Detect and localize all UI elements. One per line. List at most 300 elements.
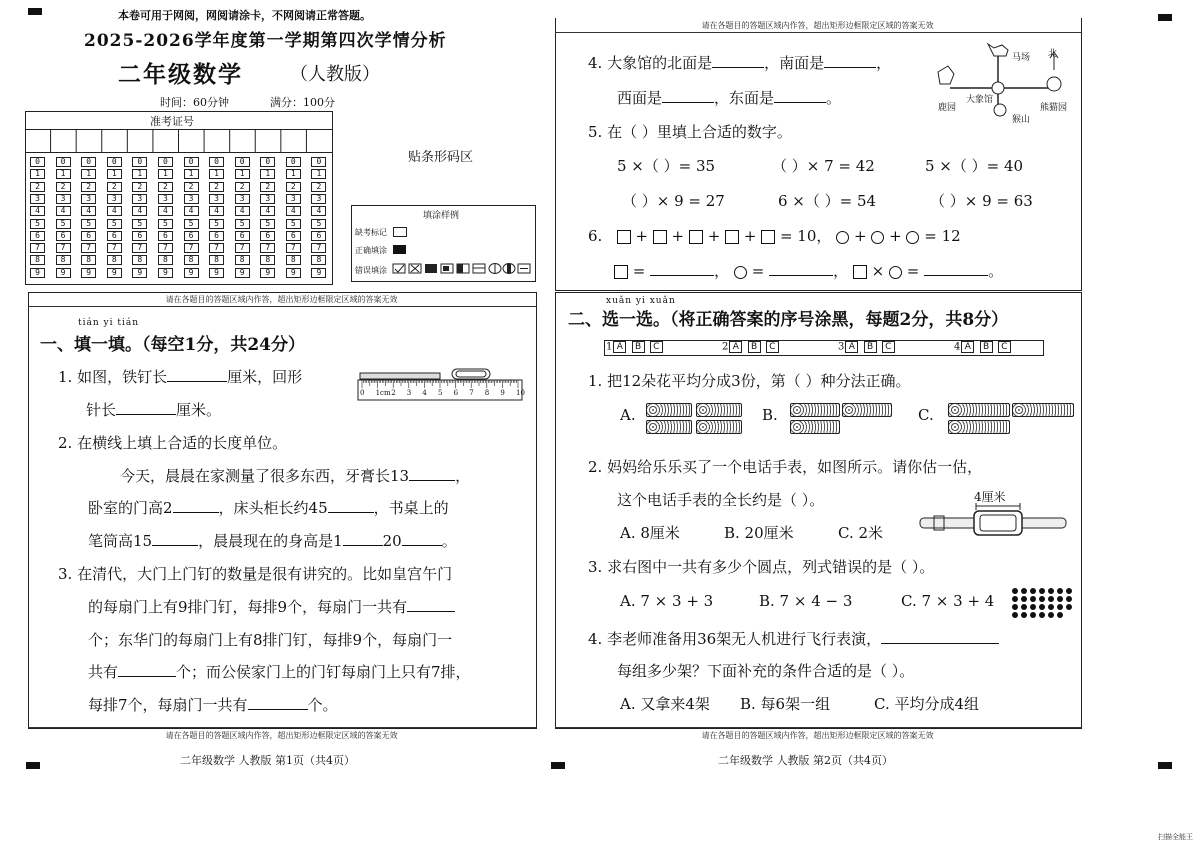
choice-group [838,341,896,353]
id-digit-bubble[interactable]: 2 [209,182,224,192]
section1-pinyin: tián yi tián [78,318,139,328]
id-digit-bubble[interactable]: 7 [286,243,301,253]
fill-sample-correct: 正确填涂 [355,246,387,255]
id-digit-bubble[interactable]: 1 [209,169,224,179]
c4-line1 [588,628,999,649]
choice-bubble-b[interactable]: B [632,341,645,353]
q5-r1-b[interactable]: （ ）× 7 = 42 [772,157,875,175]
phone-watch-figure [918,502,1070,538]
id-digit-bubble[interactable]: 6 [311,231,326,241]
id-digit-bubble[interactable]: 2 [107,182,122,192]
id-digit-bubble[interactable]: 4 [107,206,122,216]
id-digit-bubble[interactable]: 4 [209,206,224,216]
q3-text: 个。 [307,696,338,714]
q1-text-b: 厘米，回形 [227,368,303,386]
c2-option-c[interactable]: C. 2米 [838,524,884,542]
id-digit-bubble[interactable]: 3 [81,194,96,204]
q2-penholder-blank[interactable] [152,531,198,546]
barcode-area-label: 贴条形码区 [408,150,474,165]
id-digit-bubble[interactable]: 8 [30,255,45,265]
id-digit-bubble[interactable]: 5 [158,219,173,229]
circle-symbol [734,266,747,279]
q1-line2 [86,399,221,420]
flower-group [790,420,840,434]
q2-height-blank-1[interactable] [343,531,383,546]
section1-title: 一、填一填。（每空1分，共24分） [40,335,305,355]
dot [1039,604,1045,610]
q3-gonghou-blank[interactable] [248,695,308,710]
q6-eq-sign: = [751,262,765,280]
id-digit-bubble[interactable]: 2 [184,182,199,192]
map-deer: 鹿园 [938,103,957,113]
q3-wumen-blank[interactable] [407,597,455,612]
choice-bubble-b[interactable]: B [980,341,993,353]
q2-text: ，书桌上的 [373,499,449,517]
exam-id-bubble-grid [25,157,332,282]
id-digit-bubble[interactable]: 8 [260,255,275,265]
q4-south-blank[interactable] [824,53,876,68]
id-digit-bubble[interactable]: 7 [158,243,173,253]
choice-bubble-a[interactable]: A [961,341,974,353]
id-digit-bubble[interactable]: 7 [184,243,199,253]
c4-text: 4. 李老师准备用36架无人机进行飞行表演， [588,630,882,648]
id-digit-bubble[interactable]: 5 [81,219,96,229]
id-digit-bubble[interactable]: 0 [158,157,173,167]
time-label: 时间：60分钟 [160,96,229,109]
registration-mark [551,762,565,769]
q4-west-blank[interactable] [662,88,714,103]
id-digit-bubble[interactable]: 1 [107,169,122,179]
scanner-watermark: 扫描全能王 [1158,833,1193,841]
id-digit-bubble[interactable]: 0 [209,157,224,167]
q6-circle-blank[interactable] [769,261,833,276]
c1-option-c[interactable]: C. [918,406,934,424]
q2-line1 [120,465,470,486]
ruler-label: 4 [422,389,427,397]
id-digit-bubble[interactable]: 0 [260,157,275,167]
dot [1021,604,1027,610]
ruler-labels [356,389,524,401]
id-digit-bubble[interactable]: 6 [158,231,173,241]
q5-r2-b[interactable]: 6 ×（ ）= 54 [778,192,877,210]
q4-text: ， [876,54,892,72]
q6-line2 [614,260,1003,281]
id-digit-bubble[interactable]: 2 [311,182,326,192]
c3-option-c[interactable]: C. 7 × 3 + 4 [901,592,995,610]
circle-symbol [906,231,919,244]
id-digit-bubble[interactable]: 4 [132,206,147,216]
q2-line3 [88,530,457,551]
dot [1021,596,1027,602]
q3-text: 个；而公侯家门上的门钉每扇门上只有7排， [176,663,471,681]
q5-r1-c[interactable]: 5 ×（ ）= 40 [925,157,1024,175]
choice-bubble-c[interactable]: C [882,341,895,353]
id-digit-bubble[interactable]: 3 [260,194,275,204]
q1-text-a: 1. 如图，铁钉长 [58,368,168,386]
q5-title: 5. 在（ ）里填上合适的数字。 [588,123,792,141]
q2-text: 。 [441,532,457,550]
id-digit-bubble[interactable]: 6 [30,231,45,241]
choice-number: 3 [838,341,845,353]
plus-sign: + [671,227,685,245]
c1-option-a[interactable]: A. [620,406,636,424]
dot [1048,588,1054,594]
id-digit-bubble[interactable]: 9 [56,268,71,278]
q3-text: 的每扇门上有9排门钉，每排9个，每扇门一共有 [88,598,408,616]
flower-group [696,420,742,434]
id-digit-bubble[interactable]: 3 [132,194,147,204]
circle-symbol [889,266,902,279]
id-digit-bubble[interactable]: 6 [107,231,122,241]
q3-donghua-blank[interactable] [118,662,176,677]
ruler-label: 3 [406,389,412,397]
id-digit-bubble[interactable]: 5 [235,219,250,229]
flower-group [1012,403,1074,417]
q2-text: ，晨晨现在的身高是1 [198,532,343,550]
id-digit-bubble[interactable]: 8 [311,255,326,265]
flower-group [948,403,1010,417]
id-digit-bubble[interactable]: 4 [184,206,199,216]
plus-sign: + [743,227,757,245]
q3-line1: 3. 在清代，大门上门钉的数量是很有讲究的。比如皇宫午门 [58,565,453,583]
id-digit-bubble[interactable]: 6 [209,231,224,241]
square-symbol [761,230,775,244]
q4-north-blank[interactable] [712,53,764,68]
c4-option-a[interactable]: A. 又拿来4架 [620,695,710,713]
id-digit-bubble[interactable]: 3 [56,194,71,204]
registration-mark [28,8,42,15]
choice-bubble-b[interactable]: B [748,341,761,353]
c4-question-blank[interactable] [881,629,999,644]
id-digit-bubble[interactable]: 0 [132,157,147,167]
q3-text: 每排7个，每扇门一共有 [88,696,248,714]
c3-option-b[interactable]: B. 7 × 4 − 3 [759,592,853,610]
q5-r1-a[interactable]: 5 ×（ ）= 35 [617,157,716,175]
id-digit-bubble[interactable]: 5 [184,219,199,229]
q4-text: 。 [826,89,842,107]
id-digit-bubble[interactable]: 6 [81,231,96,241]
id-digit-bubble[interactable]: 3 [30,194,45,204]
dot [1066,588,1072,594]
id-digit-bubble[interactable]: 7 [311,243,326,253]
id-digit-bubble[interactable]: 9 [184,268,199,278]
id-digit-bubble[interactable]: 3 [158,194,173,204]
id-digit-bubble[interactable]: 3 [311,194,326,204]
square-symbol [853,265,867,279]
q2-nightstand-blank[interactable] [328,498,374,513]
q4-text: ，东面是 [714,89,775,107]
id-digit-bubble[interactable]: 9 [311,268,326,278]
q6-product-blank[interactable] [924,261,988,276]
id-digit-bubble[interactable]: 6 [235,231,250,241]
id-digit-bubble[interactable]: 3 [184,194,199,204]
subject-title: 二年级数学 [118,61,243,88]
q4-east-blank[interactable] [774,88,826,103]
id-digit-bubble[interactable]: 4 [235,206,250,216]
choice-group [722,341,780,353]
dot [1021,588,1027,594]
id-digit-bubble[interactable]: 9 [132,268,147,278]
q6-comma: ， [833,262,849,280]
id-digit-bubble[interactable]: 1 [286,169,301,179]
id-digit-bubble[interactable]: 7 [30,243,45,253]
id-digit-bubble[interactable]: 5 [311,219,326,229]
id-digit-bubble[interactable]: 0 [235,157,250,167]
note-divider [28,727,537,728]
id-digit-bubble[interactable]: 0 [107,157,122,167]
q1-line1 [58,366,302,387]
ruler-label: 2 [391,389,396,397]
id-digit-bubble[interactable]: 1 [56,169,71,179]
map-horse: 马场 [1012,53,1031,63]
plus-sign: + [889,227,902,245]
fill-sample-absent: 缺考标记 [355,228,387,237]
q6-comma: ， [714,262,730,280]
id-digit-bubble[interactable]: 2 [56,182,71,192]
dot [1066,596,1072,602]
q4-line2 [617,87,841,108]
exam-title: 2025-2026学年度第一学期第四次学情分析 [84,31,447,51]
ruler-label: 8 [484,389,490,397]
id-digit-bubble[interactable]: 4 [30,206,45,216]
c4-option-b[interactable]: B. 每6架一组 [740,695,831,713]
dot [1030,612,1036,618]
square-symbol [617,230,631,244]
map-north: 北 [1048,49,1058,59]
id-digit-bubble[interactable]: 8 [132,255,147,265]
q3-line2 [88,596,455,617]
q2-door-blank[interactable] [173,498,219,513]
id-digit-bubble[interactable]: 7 [132,243,147,253]
choice-bubble-a[interactable]: A [613,341,626,353]
id-digit-bubble[interactable]: 7 [81,243,96,253]
choice-bubble-c[interactable]: C [766,341,779,353]
id-digit-bubble[interactable]: 3 [209,194,224,204]
id-digit-bubble[interactable]: 6 [286,231,301,241]
id-digit-bubble[interactable]: 8 [235,255,250,265]
id-digit-bubble[interactable]: 2 [81,182,96,192]
dot [1048,596,1054,602]
ruler-label: 7 [469,389,474,397]
q6-eq-sign: = [906,262,920,280]
dot [1057,612,1063,618]
id-digit-bubble[interactable]: 1 [311,169,326,179]
q4-text: ，南面是 [764,54,825,72]
id-digit-bubble[interactable]: 1 [184,169,199,179]
id-digit-bubble[interactable]: 1 [81,169,96,179]
choice-bubble-c[interactable]: C [998,341,1011,353]
id-digit-bubble[interactable]: 9 [209,268,224,278]
ruler-label: 10 [516,389,525,397]
dot [1021,612,1027,618]
id-digit-bubble[interactable]: 8 [81,255,96,265]
id-digit-bubble[interactable]: 1 [30,169,45,179]
choice-bubble-c[interactable]: C [650,341,663,353]
id-digit-bubble[interactable]: 4 [81,206,96,216]
id-digit-bubble[interactable]: 8 [107,255,122,265]
id-digit-bubble[interactable]: 5 [209,219,224,229]
page2-footer: 二年级数学 人教版 第2页（共4页） [718,754,893,767]
map-elephant: 大象馆 [966,95,994,105]
id-digit-bubble[interactable]: 8 [286,255,301,265]
id-digit-bubble[interactable]: 5 [30,219,45,229]
c2-line2: 这个电话手表的全长约是（ ）。 [617,491,825,509]
q2-comma: ， [455,467,471,485]
q4-text: 西面是 [617,89,663,107]
id-digit-bubble[interactable]: 2 [158,182,173,192]
dot [1057,604,1063,610]
ruler-label: 1cm [375,389,391,397]
q1-nail-blank[interactable] [167,367,227,382]
q1-text-c: 针长 [86,401,117,419]
id-digit-bubble[interactable]: 9 [235,268,250,278]
id-digit-bubble[interactable]: 8 [56,255,71,265]
id-digit-bubble[interactable]: 8 [209,255,224,265]
id-digit-bubble[interactable]: 1 [158,169,173,179]
id-digit-bubble[interactable]: 5 [107,219,122,229]
q5-r2-c[interactable]: （ ）× 9 = 63 [930,192,1033,210]
id-digit-bubble[interactable]: 7 [107,243,122,253]
id-digit-bubble[interactable]: 5 [56,219,71,229]
dot-array-figure [1010,586,1076,620]
c2-line1: 2. 妈妈给乐乐买了一个电话手表，如图所示。请你估一估， [588,458,983,476]
id-digit-bubble[interactable]: 0 [56,157,71,167]
id-digit-bubble[interactable]: 8 [158,255,173,265]
absent-checkbox[interactable] [393,227,407,237]
choice-number: 4 [954,341,961,353]
id-digit-bubble[interactable]: 9 [158,268,173,278]
id-digit-bubble[interactable]: 6 [260,231,275,241]
q3-line5 [88,694,338,715]
q1-clip-blank[interactable] [116,400,176,415]
id-digit-bubble[interactable]: 0 [311,157,326,167]
id-digit-bubble[interactable]: 9 [30,268,45,278]
id-digit-bubble[interactable]: 0 [81,157,96,167]
note-divider [28,306,537,307]
dot [1039,596,1045,602]
id-digit-bubble[interactable]: 9 [286,268,301,278]
id-digit-bubble[interactable]: 6 [132,231,147,241]
c4-line2: 每组多少架？下面补充的条件合适的是（ ）。 [617,662,915,680]
id-digit-bubble[interactable]: 0 [30,157,45,167]
id-digit-bubble[interactable]: 3 [235,194,250,204]
c2-option-b[interactable]: B. 20厘米 [724,524,794,542]
c3-option-a[interactable]: A. 7 × 3 + 3 [620,592,714,610]
id-digit-bubble[interactable]: 2 [132,182,147,192]
choice-bubble-b[interactable]: B [864,341,877,353]
q2-text: 卧室的门高2 [88,499,173,517]
q6-number: 6. [588,227,603,245]
id-digit-bubble[interactable]: 2 [286,182,301,192]
id-digit-bubble[interactable]: 3 [286,194,301,204]
c1-option-b[interactable]: B. [762,406,778,424]
q6-line1 [588,225,961,246]
q6-square-blank[interactable] [650,261,714,276]
id-digit-bubble[interactable]: 1 [132,169,147,179]
ruler-label: 6 [453,389,459,397]
choice-bubble-a[interactable]: A [729,341,742,353]
id-digit-bubble[interactable]: 9 [260,268,275,278]
q3-text: 共有 [88,663,119,681]
q4-text: 4. 大象馆的北面是 [588,54,713,72]
c2-option-a[interactable]: A. 8厘米 [620,524,680,542]
q6-eq2: = 12 [924,227,961,245]
id-digit-bubble[interactable]: 4 [286,206,301,216]
id-digit-bubble[interactable]: 9 [107,268,122,278]
dot [1012,612,1018,618]
q2-title: 2. 在横线上填上合适的长度单位。 [58,434,288,452]
note-divider [555,32,1082,33]
id-digit-bubble[interactable]: 6 [184,231,199,241]
square-symbol [653,230,667,244]
ruler-label: 0 [360,389,365,397]
id-digit-bubble[interactable]: 1 [260,169,275,179]
id-digit-bubble[interactable]: 8 [184,255,199,265]
id-digit-bubble[interactable]: 4 [158,206,173,216]
dot [1030,588,1036,594]
id-digit-bubble[interactable]: 2 [235,182,250,192]
correct-fill-sample [393,245,406,254]
dot [1012,588,1018,594]
section2-pinyin: xuǎn yi xuǎn [606,296,676,306]
id-digit-bubble[interactable]: 4 [311,206,326,216]
id-digit-bubble[interactable]: 6 [56,231,71,241]
choice-bubbles [606,341,1042,354]
choice-number: 2 [722,341,729,353]
fill-sample-wrong: 错误填涂 [355,266,387,275]
fill-sample-title: 填涂样例 [423,211,460,221]
choice-bubble-a[interactable]: A [845,341,858,353]
id-digit-bubble[interactable]: 2 [260,182,275,192]
c4-option-c[interactable]: C. 平均分成4组 [874,695,980,713]
id-digit-bubble[interactable]: 5 [260,219,275,229]
id-digit-bubble[interactable]: 1 [235,169,250,179]
note-divider [555,727,1082,728]
q3-line3: 个；东华门的每扇门上有8排门钉，每排9个，每扇门一 [88,631,453,649]
id-digit-bubble[interactable]: 4 [260,206,275,216]
q2-text: 笔筒高15 [88,532,153,550]
circle-symbol [836,231,849,244]
id-digit-bubble[interactable]: 4 [56,206,71,216]
page1-footer: 二年级数学 人教版 第1页（共4页） [180,754,355,767]
notice-text: 本卷可用于网阅，网阅请涂卡，不网阅请正常答题。 [118,9,371,22]
wrong-fill-samples [392,262,532,276]
q2-height-blank-2[interactable] [402,531,442,546]
choice-number: 1 [606,341,613,353]
q2-toothpaste-blank[interactable] [409,466,455,481]
id-digit-bubble[interactable]: 5 [286,219,301,229]
id-digit-bubble[interactable]: 0 [286,157,301,167]
id-digit-bubble[interactable]: 3 [107,194,122,204]
id-digit-bubble[interactable]: 2 [30,182,45,192]
id-digit-bubble[interactable]: 0 [184,157,199,167]
flower-group [948,420,1010,434]
q5-r2-a[interactable]: （ ）× 9 = 27 [622,192,725,210]
dot [1048,612,1054,618]
id-digit-bubble[interactable]: 9 [81,268,96,278]
id-digit-bubble[interactable]: 7 [235,243,250,253]
q6-period: 。 [988,262,1004,280]
id-digit-bubble[interactable]: 7 [260,243,275,253]
id-digit-bubble[interactable]: 5 [132,219,147,229]
id-digit-bubble[interactable]: 7 [56,243,71,253]
dot [1066,604,1072,610]
answer-area-note: 请在各题目的答题区域内作答，超出矩形边框限定区域的答案无效 [701,731,934,740]
flower-group [842,403,892,417]
id-digit-bubble[interactable]: 7 [209,243,224,253]
times-sign: × [871,262,885,280]
square-symbol [725,230,739,244]
